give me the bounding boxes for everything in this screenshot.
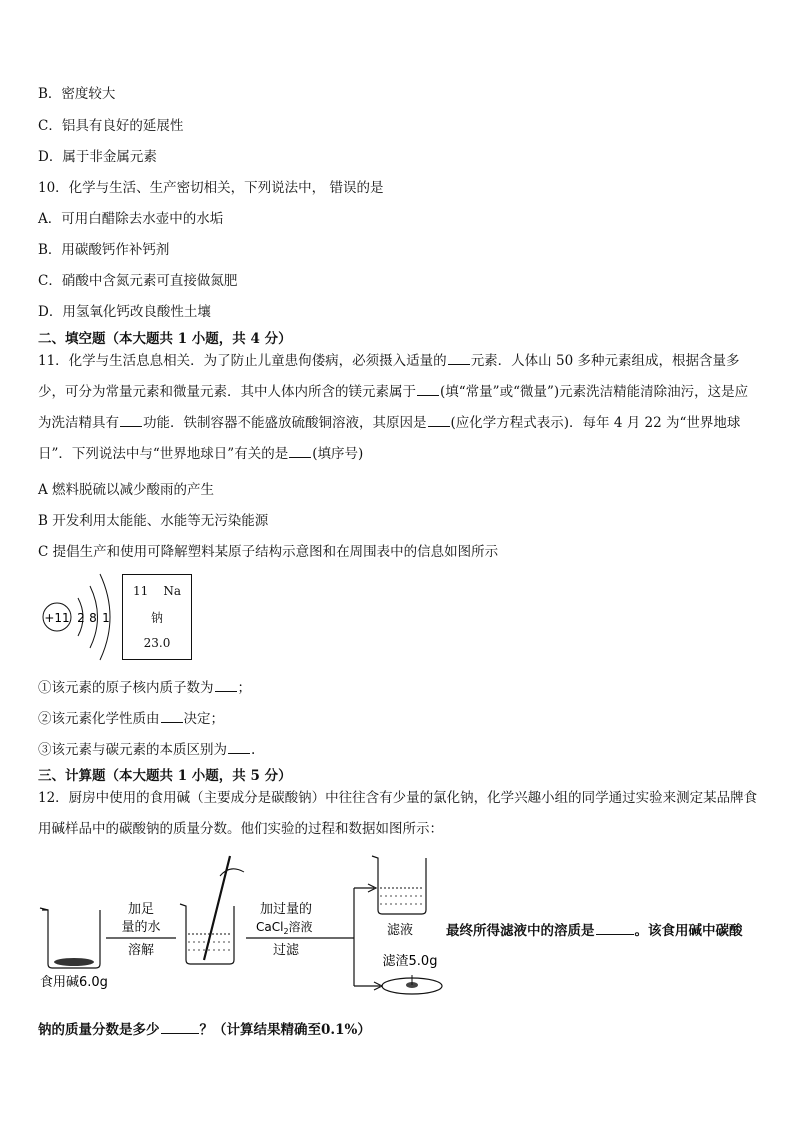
q11-sub-1-text: ①该元素的原子核内质子数为 [38, 680, 214, 696]
q11-sub-3 [38, 738, 255, 758]
element-symbol: Na [163, 584, 181, 598]
stir-motion-mark [220, 869, 244, 876]
q11-blank-2 [417, 394, 439, 396]
q11-option-b: B 开发利用太能能、水能等无污染能源 [38, 513, 269, 529]
filtrate-label: 滤液 [386, 923, 414, 938]
q11-sub-2-end: 决定； [183, 711, 224, 727]
q12-tail-3: 钠的质量分数是多少 [38, 1022, 160, 1038]
q11-text-1: 11．化学与生活息息相关．为了防止儿童患佝偻病，必须摄入适量的 [38, 353, 447, 369]
step1-label-1: 加足 [127, 902, 155, 917]
q11-blank-5 [289, 456, 311, 458]
step2-reagent: CaCl$_2$溶液 [256, 920, 313, 936]
step1-label-3: 溶解 [127, 943, 155, 958]
q12-tail-line-1 [446, 919, 743, 939]
step2-label-1: 加过量的 [259, 902, 313, 917]
beaker-solution [180, 856, 244, 964]
q11-option-c: C 提倡生产和使用可降解塑料某原子结构示意图和在周围表中的信息如图所示 [38, 544, 499, 560]
q10-stem: 10．化学与生活、生产密切相关，下列说法中， 错误的是 [38, 180, 384, 196]
q11-sub-1-blank [215, 690, 237, 692]
beaker-filtrate [372, 856, 426, 914]
section2-title: 二、填空题（本大题共 1 小题，共 4 分） [38, 331, 292, 347]
residue-label: 滤渣5.0g [382, 954, 438, 969]
sample-label: 食用碱6.0g [40, 975, 108, 990]
q11-paragraph [38, 346, 758, 470]
element-card [122, 574, 192, 660]
q11-sub-1-end: ； [237, 680, 251, 696]
stirring-rod [204, 856, 230, 960]
q11-text-4: 功能．铁制容器不能盛放硫酸铜溶液，其原因是 [143, 415, 427, 431]
element-name: 钠 [150, 611, 163, 625]
element-mass: 23.0 [143, 636, 171, 650]
q9-option-d: D．属于非金属元素 [38, 149, 157, 165]
shell-electrons-3: 1 [102, 611, 110, 625]
q12-tail-4: ？（计算结果精确至0.1%） [199, 1022, 371, 1038]
beaker-sample [40, 908, 100, 968]
q12-tail-line-2 [38, 1018, 371, 1038]
q11-sub-2-text: ②该元素化学性质由 [38, 711, 160, 727]
q11-sub-3-blank [228, 752, 250, 754]
q12-blank-fraction [161, 1032, 199, 1034]
q10-option-a: A．可用白醋除去水壶中的水垢 [38, 211, 224, 227]
q10-option-d: D．用氢氧化钙改良酸性土壤 [38, 304, 211, 320]
q11-text-3: (填“常量”或“微量”)元素洗洁精能清除油污，这是应为洗洁精具有 [38, 384, 749, 431]
q9-option-b: B．密度较大 [38, 86, 116, 102]
q9-option-c: C．铝具有良好的延展性 [38, 118, 184, 134]
q12-tail-1: 最终所得滤液中的溶质是 [446, 923, 595, 939]
q11-sub-2-blank [161, 721, 183, 723]
shell-electrons-1: 2 [77, 611, 85, 625]
q11-text-2: 元素．人体山 50 多种元素组成，根据含量多少，可分为常量元素和微量元素．其中人体内所含的镁元素属于 [38, 353, 740, 400]
atom-structure-diagram [38, 568, 118, 664]
q12-paragraph: 12．厨房中使用的食用碱（主要成分是碳酸钠）中往往含有少量的氯化钠，化学兴趣小组的同学通过实验来测定某品牌食用碱样品中的碳酸钠的质量分数。他们实验的过程和数据如图所示： [38, 790, 758, 837]
q12-tail-2: 。该食用碱中碳酸 [634, 923, 743, 939]
q11-text-6: (填序号) [312, 446, 364, 462]
nucleus-charge: +11 [44, 611, 70, 625]
step2-label-3: 过滤 [272, 943, 300, 958]
step1-label-2: 量的水 [121, 920, 161, 935]
section3-title: 三、计算题（本大题共 1 小题，共 5 分） [38, 768, 292, 784]
q11-text-5: (应化学方程式表示)．每年 4 月 22 为“世界地球日”．下列说法中与“世界地球日”有关的是 [38, 415, 741, 462]
element-number: 11 [133, 584, 149, 598]
solid-sample [54, 958, 94, 966]
q10-option-b: B．用碳酸钙作补钙剂 [38, 242, 170, 258]
q11-sub-1 [38, 676, 251, 696]
q12-blank-solute [596, 933, 634, 935]
q11-blank-3 [120, 425, 142, 427]
q11-option-a: A 燃料脱硫以减少酸雨的产生 [38, 482, 215, 498]
shell-electrons-2: 8 [89, 611, 97, 625]
q11-blank-1 [448, 363, 470, 365]
q10-option-c: C．硝酸中含氮元素可直接做氮肥 [38, 273, 238, 289]
q11-sub-3-text: ③该元素与碳元素的本质区别为 [38, 742, 227, 758]
q11-blank-4 [428, 425, 450, 427]
q11-sub-2 [38, 707, 224, 727]
q11-sub-3-end: . [251, 742, 256, 758]
